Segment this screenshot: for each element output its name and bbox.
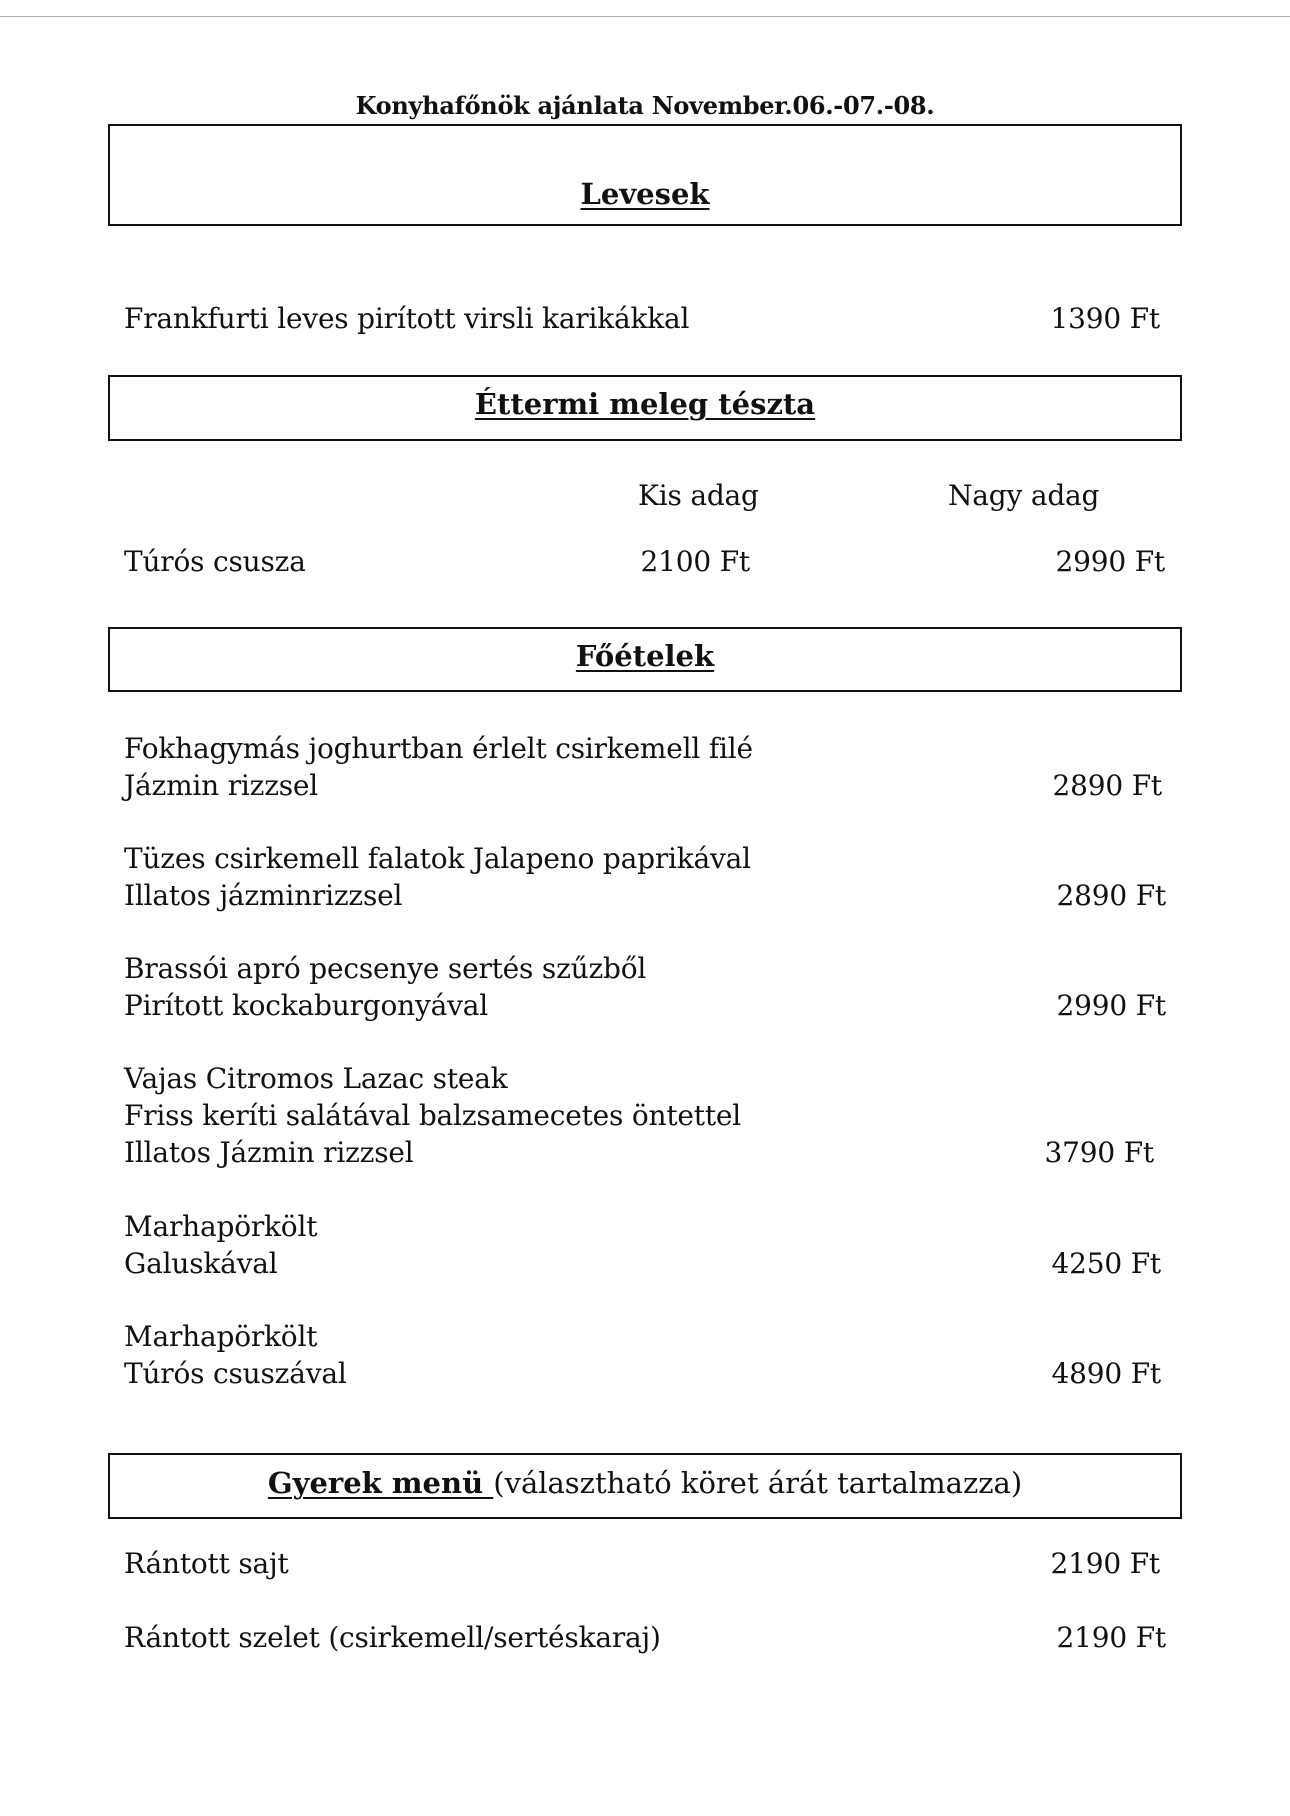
- menu-item-line: Túrós csuszával: [124, 1357, 347, 1390]
- menu-item-price: 4250 Ft: [1051, 1247, 1161, 1280]
- menu-item-price: 2190 Ft: [1056, 1621, 1166, 1654]
- menu-item-price: 4890 Ft: [1051, 1357, 1161, 1390]
- menu-item-line: Jázmin rizzsel: [124, 769, 319, 802]
- menu-item-name: Rántott sajt: [124, 1547, 289, 1580]
- column-header-large-portion: Nagy adag: [948, 479, 1100, 512]
- section-note-gyerek: (választható köret árát tartalmazza): [493, 1466, 1023, 1500]
- section-header-levesek: [108, 124, 1182, 226]
- menu-item-line: Brassói apró pecsenye sertés szűzből: [124, 952, 647, 985]
- menu-item-line: Friss keríti salátával balzsamecetes öntettel: [124, 1099, 742, 1132]
- section-title-teszta: Éttermi meleg tészta: [474, 387, 816, 421]
- page-top-divider: [0, 16, 1290, 17]
- section-title-levesek: Levesek: [580, 177, 710, 211]
- menu-item-name: Rántott szelet (csirkemell/sertéskaraj): [124, 1621, 661, 1654]
- section-header-teszta: [108, 375, 1182, 441]
- menu-item-price-large: 2990 Ft: [1055, 545, 1165, 578]
- menu-item-price: 2190 Ft: [1050, 1547, 1160, 1580]
- menu-item-name: Frankfurti leves pirított virsli karikákkal: [124, 302, 690, 335]
- menu-item-price-small: 2100 Ft: [640, 545, 750, 578]
- menu-item-price: 1390 Ft: [1050, 302, 1160, 335]
- menu-item-line: Fokhagymás joghurtban érlelt csirkemell filé: [124, 732, 753, 765]
- section-title-foetelek: Főételek: [575, 639, 715, 673]
- menu-item-line: Illatos Jázmin rizzsel: [124, 1136, 414, 1169]
- menu-item-name: Túrós csusza: [124, 545, 306, 578]
- menu-item-price: 2990 Ft: [1056, 989, 1166, 1022]
- menu-item-line: Illatos jázminrizzsel: [124, 879, 403, 912]
- menu-item-line: Galuskával: [124, 1247, 278, 1280]
- menu-item-line: Vajas Citromos Lazac steak: [124, 1062, 508, 1095]
- menu-item-line: Pirított kockaburgonyával: [124, 989, 488, 1022]
- menu-item-price: 3790 Ft: [1044, 1136, 1154, 1169]
- menu-item-line: Tüzes csirkemell falatok Jalapeno paprikával: [124, 842, 751, 875]
- menu-item-price: 2890 Ft: [1056, 879, 1166, 912]
- section-header-gyerek: [108, 1453, 1182, 1519]
- section-header-foetelek: [108, 627, 1182, 692]
- menu-item-line: Marhapörkölt: [124, 1210, 318, 1243]
- column-header-small-portion: Kis adag: [638, 479, 759, 512]
- menu-item-price: 2890 Ft: [1052, 769, 1162, 802]
- page-title: Konyhafőnök ajánlata November.06.-07.-08.: [355, 91, 935, 120]
- menu-item-line: Marhapörkölt: [124, 1320, 318, 1353]
- section-title-gyerek: Gyerek menü: [267, 1466, 494, 1500]
